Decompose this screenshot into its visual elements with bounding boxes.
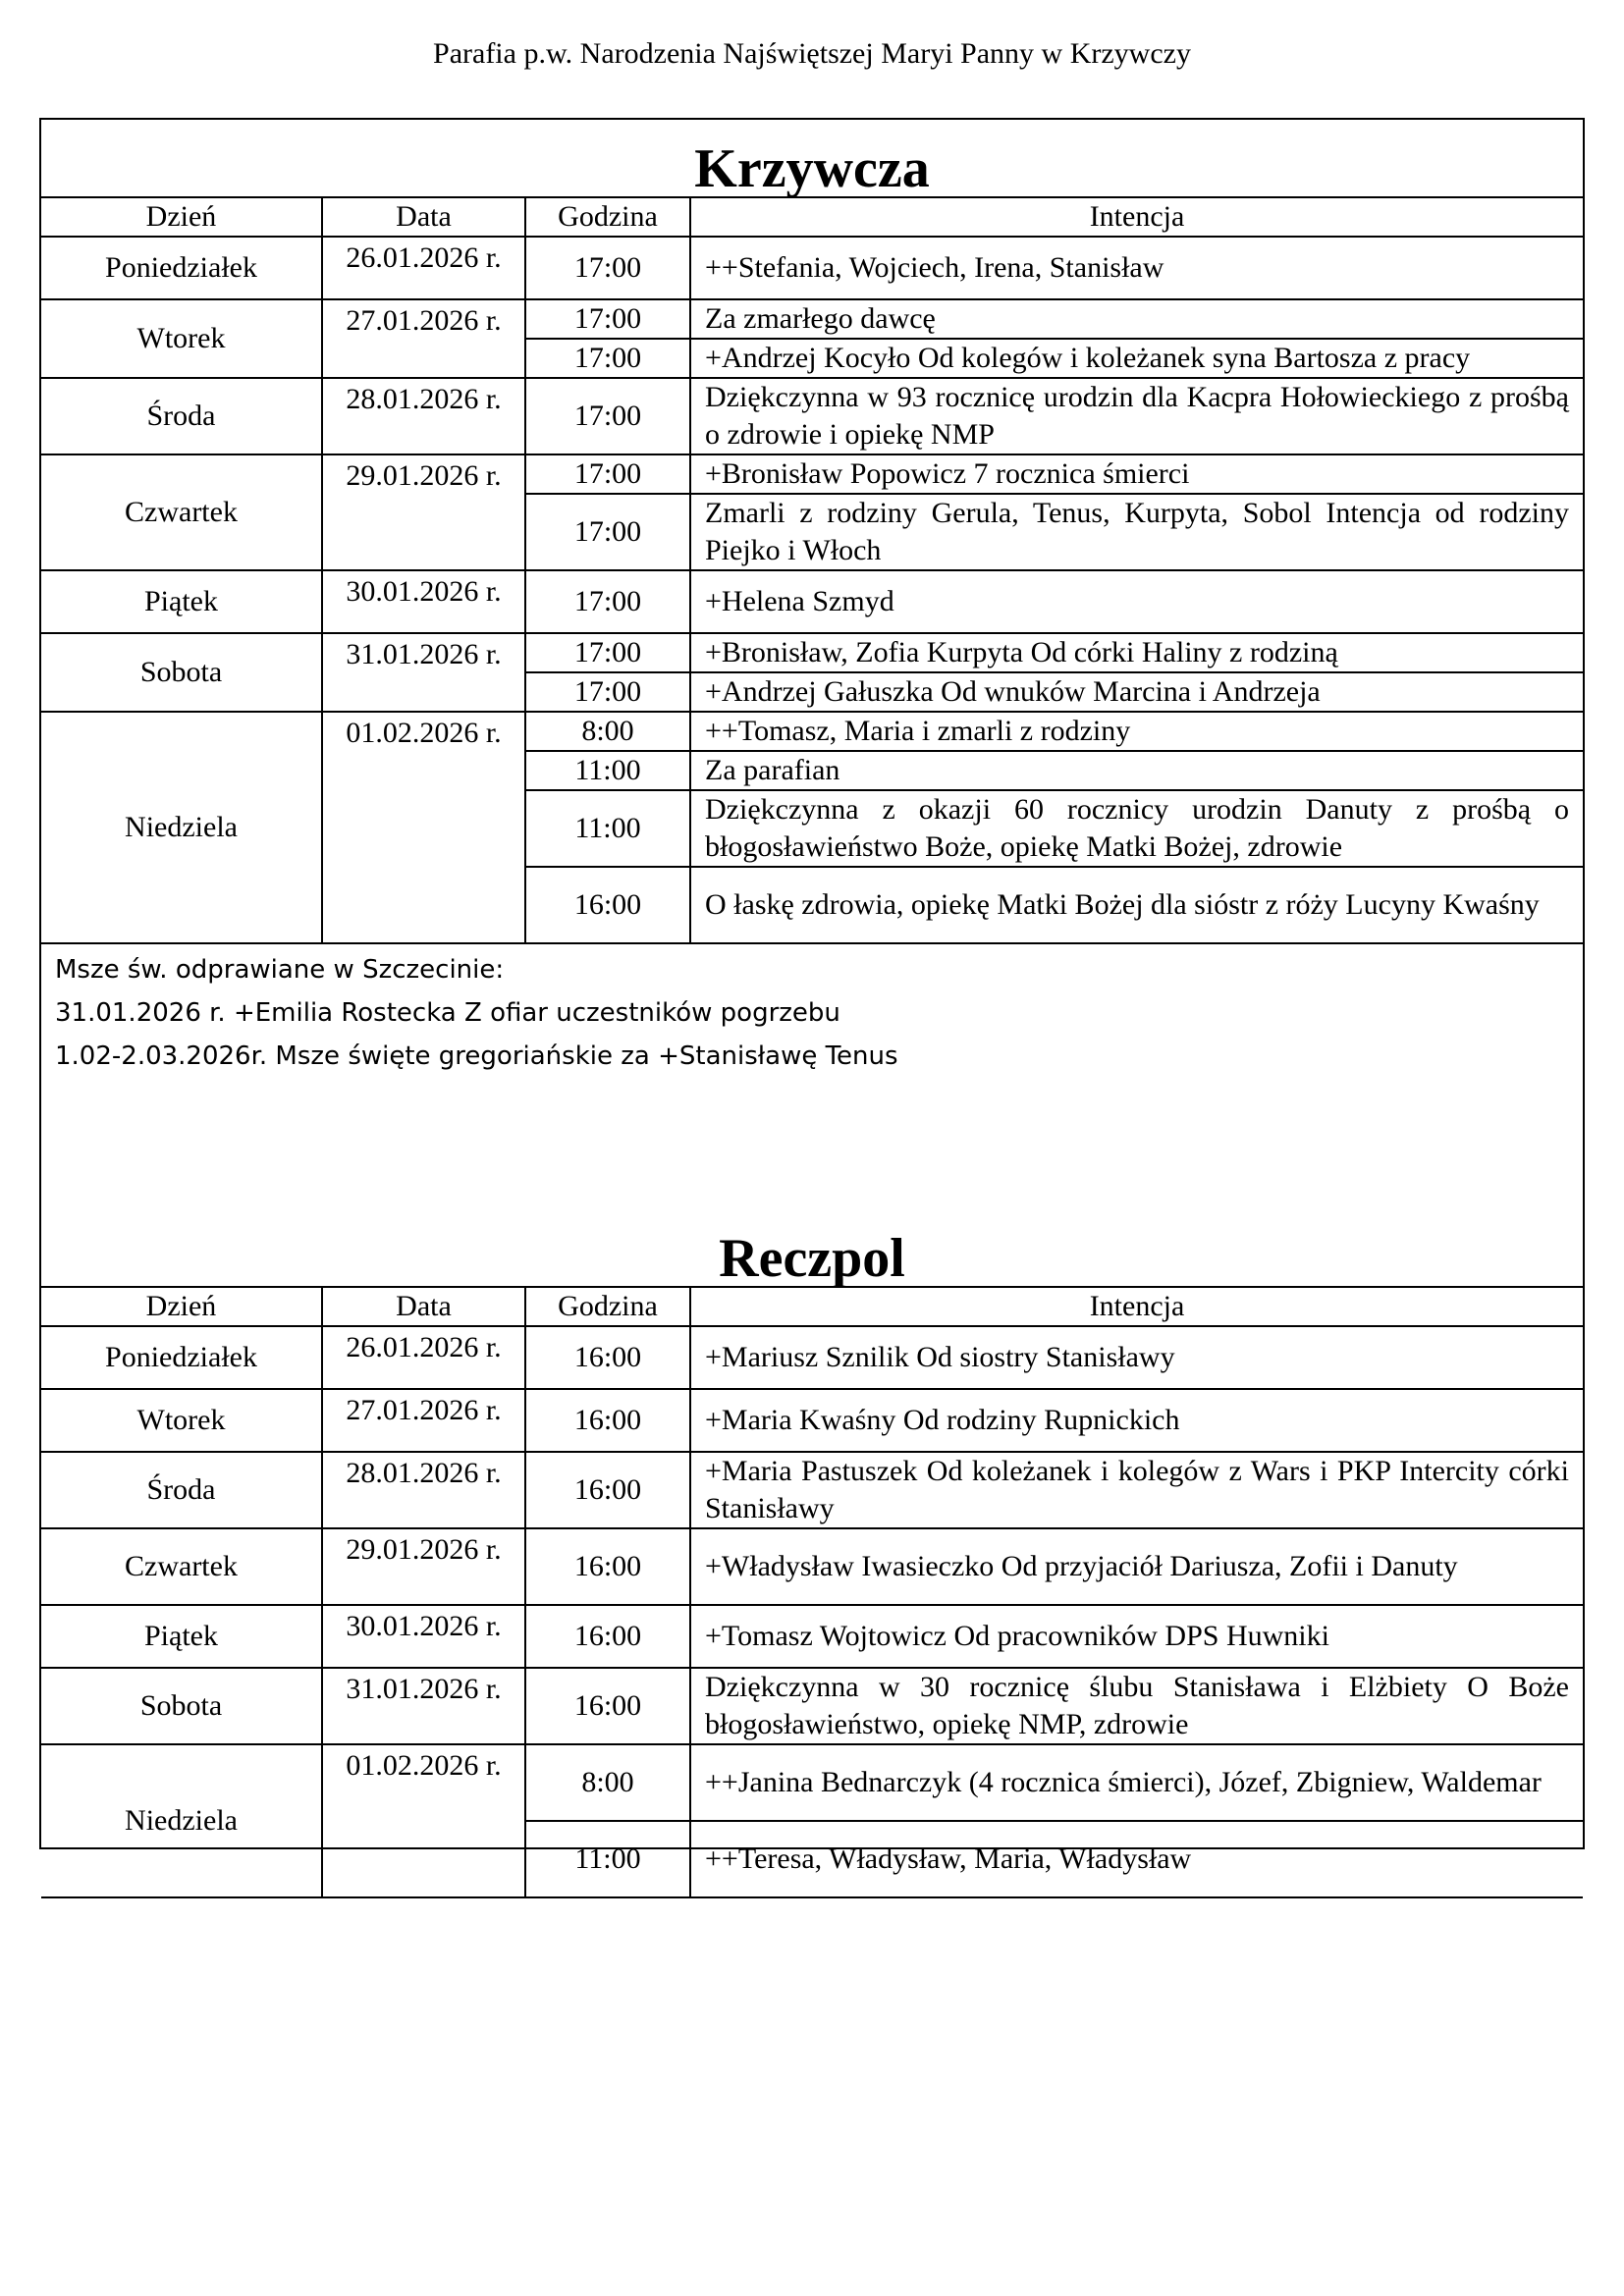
intention-cell: +Tomasz Wojtowicz Od pracowników DPS Huwniki	[690, 1605, 1583, 1668]
column-header-day: Dzień	[41, 197, 322, 237]
parish-header: Parafia p.w. Narodzenia Najświętszej Maryi Panny w Krzywczy	[433, 37, 1191, 70]
table-row	[41, 1744, 1583, 1821]
reczpol-title: Reczpol	[719, 1228, 905, 1289]
date-cell: 27.01.2026 r.	[322, 1389, 525, 1452]
intention-cell: +Andrzej Kocyło Od kolegów i koleżanek syna Bartosza z pracy	[690, 339, 1583, 378]
time-cell: 17:00	[525, 299, 690, 339]
day-cell: Wtorek	[41, 1389, 322, 1452]
intention-cell: +Maria Pastuszek Od koleżanek i kolegów z Wars i PKP Intercity córki Stanisławy	[690, 1452, 1583, 1528]
table-row	[41, 1452, 1583, 1528]
time-cell: 17:00	[525, 454, 690, 494]
date-cell: 31.01.2026 r.	[322, 633, 525, 712]
intention-cell: +Mariusz Sznilik Od siostry Stanisławy	[690, 1326, 1583, 1389]
intention-cell: Dziękczynna w 30 rocznicę ślubu Stanisława i Elżbiety O Boże błogosławieństwo, opiekę NMP, zdrowie	[690, 1668, 1583, 1744]
date-cell: 01.02.2026 r.	[322, 1744, 525, 1897]
time-cell: 8:00	[525, 712, 690, 751]
day-cell: Piątek	[41, 1605, 322, 1668]
date-cell: 30.01.2026 r.	[322, 1605, 525, 1668]
date-cell: 01.02.2026 r.	[322, 712, 525, 943]
krzywcza-schedule-table	[41, 196, 1583, 944]
table-header-row	[41, 1287, 1583, 1326]
date-cell: 29.01.2026 r.	[322, 1528, 525, 1605]
time-cell: 17:00	[525, 339, 690, 378]
date-cell: 31.01.2026 r.	[322, 1668, 525, 1744]
table-row	[41, 299, 1583, 339]
column-header-date: Data	[322, 197, 525, 237]
time-cell: 8:00	[525, 1744, 690, 1821]
time-cell: 16:00	[525, 1528, 690, 1605]
day-cell: Niedziela	[41, 712, 322, 943]
intention-cell: Dziękczynna w 93 rocznicę urodzin dla Kacpra Hołowieckiego z prośbą o zdrowie i opiekę NMP	[690, 378, 1583, 454]
table-row	[41, 237, 1583, 299]
date-cell: 29.01.2026 r.	[322, 454, 525, 570]
column-header-time: Godzina	[525, 197, 690, 237]
time-cell: 17:00	[525, 672, 690, 712]
table-header-row	[41, 197, 1583, 237]
time-cell: 16:00	[525, 1452, 690, 1528]
intention-cell: Dziękczynna z okazji 60 rocznicy urodzin Danuty z prośbą o błogosławieństwo Boże, opiekę Matki Bożej, zdrowie	[690, 790, 1583, 867]
date-cell: 28.01.2026 r.	[322, 1452, 525, 1528]
reczpol-schedule-table	[41, 1286, 1583, 1898]
table-row	[41, 1326, 1583, 1389]
intention-cell: Za zmarłego dawcę	[690, 299, 1583, 339]
reczpol-table-body	[41, 1326, 1583, 1897]
notes-heading: Msze św. odprawiane w Szczecinie:	[55, 955, 505, 985]
krzywcza-table-body	[41, 237, 1583, 943]
time-cell: 11:00	[525, 790, 690, 867]
krzywcza-title-row	[41, 120, 1583, 199]
day-cell: Sobota	[41, 633, 322, 712]
day-cell: Czwartek	[41, 454, 322, 570]
time-cell: 17:00	[525, 237, 690, 299]
column-header-date: Data	[322, 1287, 525, 1326]
column-header-intention: Intencja	[690, 1287, 1583, 1326]
time-cell: 17:00	[525, 633, 690, 672]
intention-cell: ++Stefania, Wojciech, Irena, Stanisław	[690, 237, 1583, 299]
time-cell: 11:00	[525, 1821, 690, 1897]
intention-cell: +Andrzej Gałuszka Od wnuków Marcina i Andrzeja	[690, 672, 1583, 712]
table-row	[41, 1668, 1583, 1744]
table-row	[41, 1605, 1583, 1668]
date-cell: 27.01.2026 r.	[322, 299, 525, 378]
intention-cell: +Maria Kwaśny Od rodziny Rupnickich	[690, 1389, 1583, 1452]
intention-cell: +Władysław Iwasieczko Od przyjaciół Dariusza, Zofii i Danuty	[690, 1528, 1583, 1605]
day-cell: Poniedziałek	[41, 1326, 322, 1389]
day-cell: Piątek	[41, 570, 322, 633]
time-cell: 17:00	[525, 494, 690, 570]
intention-cell: +Bronisław Popowicz 7 rocznica śmierci	[690, 454, 1583, 494]
intention-cell: ++Janina Bednarczyk (4 rocznica śmierci), Józef, Zbigniew, Waldemar	[690, 1744, 1583, 1821]
notes-line: 1.02-2.03.2026r. Msze święte gregoriańskie za +Stanisławę Tenus	[55, 1041, 898, 1071]
intention-cell: +Bronisław, Zofia Kurpyta Od córki Haliny z rodziną	[690, 633, 1583, 672]
date-cell: 30.01.2026 r.	[322, 570, 525, 633]
notes-line: 31.01.2026 r. +Emilia Rostecka Z ofiar uczestników pogrzebu	[55, 998, 840, 1028]
time-cell: 17:00	[525, 378, 690, 454]
date-cell: 26.01.2026 r.	[322, 237, 525, 299]
day-cell: Wtorek	[41, 299, 322, 378]
time-cell: 16:00	[525, 1605, 690, 1668]
day-cell: Niedziela	[41, 1744, 322, 1897]
time-cell: 16:00	[525, 867, 690, 943]
day-cell: Środa	[41, 1452, 322, 1528]
reczpol-title-row	[41, 1223, 1583, 1289]
table-row	[41, 712, 1583, 751]
intention-cell: O łaskę zdrowia, opiekę Matki Bożej dla sióstr z róży Lucyny Kwaśny	[690, 867, 1583, 943]
day-cell: Czwartek	[41, 1528, 322, 1605]
table-row	[41, 1528, 1583, 1605]
intention-cell: +Helena Szmyd	[690, 570, 1583, 633]
intention-cell: ++Teresa, Władysław, Maria, Władysław	[690, 1821, 1583, 1897]
intention-cell: Za parafian	[690, 751, 1583, 790]
date-cell: 28.01.2026 r.	[322, 378, 525, 454]
day-cell: Poniedziałek	[41, 237, 322, 299]
intention-cell: Zmarli z rodziny Gerula, Tenus, Kurpyta, Sobol Intencja od rodziny Piejko i Włoch	[690, 494, 1583, 570]
notes-block	[41, 944, 1583, 1223]
day-cell: Środa	[41, 378, 322, 454]
date-cell: 26.01.2026 r.	[322, 1326, 525, 1389]
intention-cell: ++Tomasz, Maria i zmarli z rodziny	[690, 712, 1583, 751]
time-cell: 16:00	[525, 1326, 690, 1389]
table-row	[41, 1389, 1583, 1452]
table-row	[41, 378, 1583, 454]
column-header-intention: Intencja	[690, 197, 1583, 237]
krzywcza-title: Krzywcza	[694, 138, 930, 199]
time-cell: 16:00	[525, 1389, 690, 1452]
time-cell: 16:00	[525, 1668, 690, 1744]
column-header-time: Godzina	[525, 1287, 690, 1326]
table-row	[41, 570, 1583, 633]
day-cell: Sobota	[41, 1668, 322, 1744]
table-row	[41, 454, 1583, 494]
table-row	[41, 633, 1583, 672]
time-cell: 17:00	[525, 570, 690, 633]
time-cell: 11:00	[525, 751, 690, 790]
schedule-frame	[39, 118, 1585, 1875]
column-header-day: Dzień	[41, 1287, 322, 1326]
